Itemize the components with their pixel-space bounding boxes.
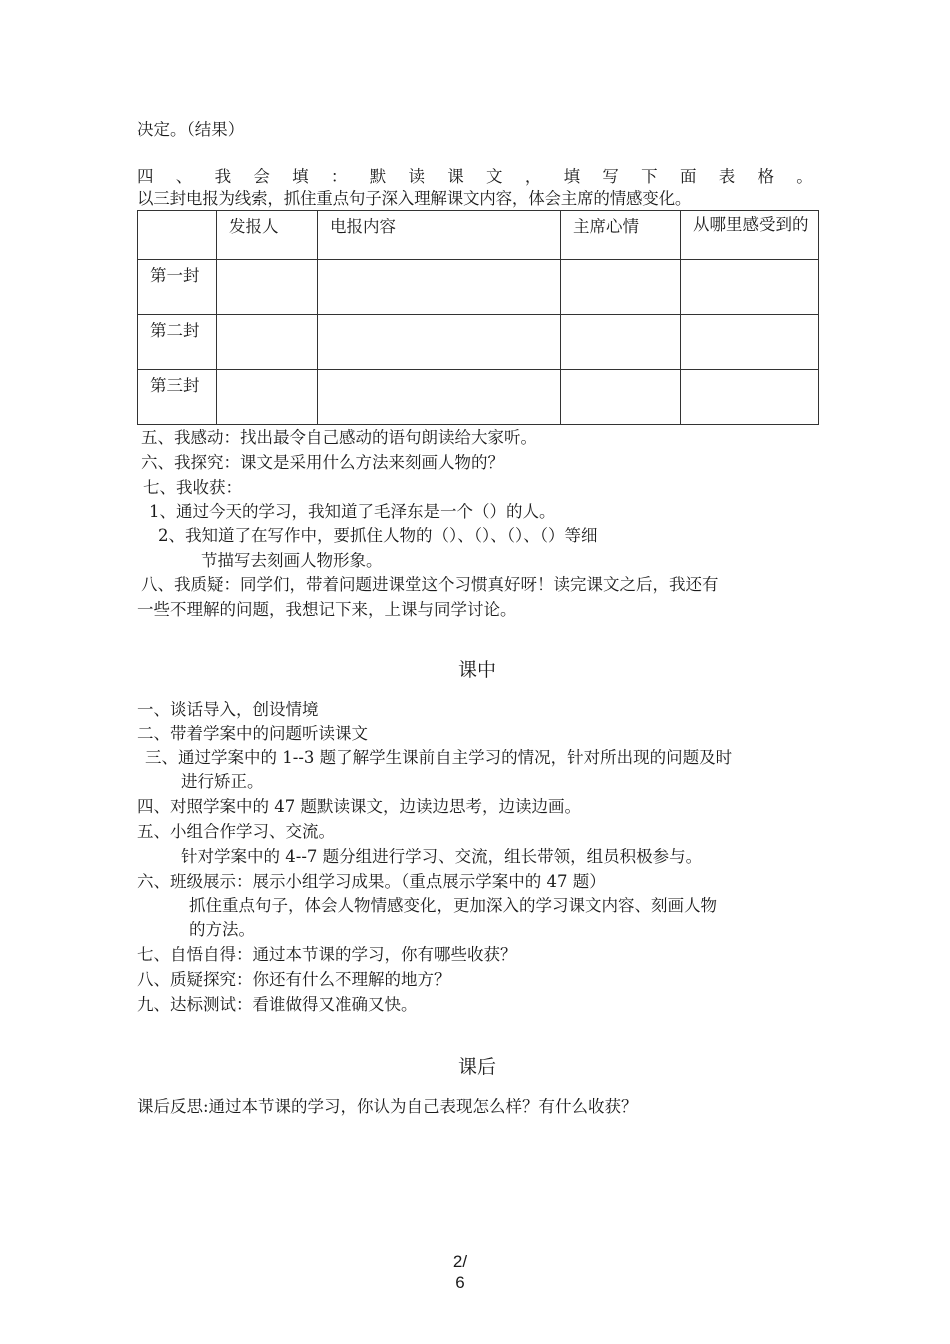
class-item: 八、质疑探究：你还有什么不理解的地方？ [137, 970, 451, 989]
section4-title-char: 写 [602, 167, 619, 186]
table-cell [681, 370, 819, 425]
emotion-table [137, 210, 819, 425]
table-header-cell: 从哪里感受到的 [681, 211, 819, 260]
section4-title-char: ： [330, 167, 348, 186]
section8-line2: 一些不理解的问题，我想记下来，上课与同学讨论。 [137, 600, 517, 619]
table-cell [318, 315, 561, 370]
class-item: 七、自悟自得：通过本节课的学习，你有哪些收获？ [137, 945, 517, 964]
section4-title-char: 读 [408, 167, 425, 186]
after-heading: 课后 [458, 1056, 497, 1078]
table-cell [681, 260, 819, 315]
class-item: 的方法。 [189, 920, 255, 939]
table-cell [561, 260, 681, 315]
section7-item2: 2、我知道了在写作中，要抓住人物的（）、（）、（）、（）等细 [158, 526, 598, 545]
section7-title: 七、我收获： [143, 478, 242, 497]
section4-title-char: 会 [253, 167, 270, 186]
section4-title-char: 填 [292, 167, 309, 186]
section4-title-char: 格 [757, 167, 774, 186]
table-cell [681, 315, 819, 370]
section4-subtitle: 以三封电报为线索，抓住重点句子深入理解课文内容，体会主席的情感变化。 [137, 189, 692, 208]
class-heading: 课中 [458, 659, 497, 681]
section4-title-char: 填 [563, 167, 581, 186]
section5: 五、我感动：找出最令自己感动的语句朗读给大家听。 [141, 428, 537, 447]
section4-title-char: ， [524, 167, 542, 186]
section4-title-char: 默 [369, 167, 387, 186]
table-cell [318, 260, 561, 315]
table-cell [318, 370, 561, 425]
section4-title-char: 表 [718, 167, 736, 186]
section4-title-char: 。 [796, 167, 813, 186]
section7-item1: 1、通过今天的学习，我知道了毛泽东是一个（）的人。 [149, 502, 556, 521]
table-row-label: 第二封 [138, 315, 217, 370]
section4-title-char: 文 [486, 167, 503, 186]
table-header-row [138, 211, 819, 260]
class-item: 进行矫正。 [181, 772, 264, 791]
table-row-label: 第三封 [138, 370, 217, 425]
class-item: 三、通过学案中的 1--3 题了解学生课前自主学习的情况，针对所出现的问题及时 [145, 748, 733, 767]
page-number [440, 1251, 480, 1294]
table-row [138, 370, 819, 425]
section4-title-char: 下 [641, 167, 658, 186]
table-cell [217, 260, 318, 315]
table-row [138, 260, 819, 315]
table-header-cell: 主席心情 [561, 211, 681, 260]
class-item: 针对学案中的 4--7 题分组进行学习、交流，组长带领，组员积极参与。 [181, 847, 703, 866]
page-number-bottom: 6 [455, 1273, 465, 1293]
after-text: 课后反思:通过本节课的学习，你认为自己表现怎么样？有什么收获？ [137, 1097, 638, 1116]
section4-title-char: 、 [175, 167, 193, 186]
page-number-top: 2/ [452, 1252, 468, 1271]
table-cell [217, 315, 318, 370]
intro-tail: 决定。（结果） [137, 120, 245, 139]
table-cell [561, 370, 681, 425]
section6: 六、我探究：课文是采用什么方法来刻画人物的？ [141, 453, 504, 472]
class-item: 二、带着学案中的问题听读课文 [137, 724, 368, 743]
section7-item2-cont: 节描写去刻画人物形象。 [201, 551, 383, 570]
class-item: 九、达标测试：看谁做得又准确又快。 [137, 995, 418, 1014]
table-header-cell: 发报人 [217, 211, 318, 260]
table-cell [561, 315, 681, 370]
section4-title-char: 课 [447, 167, 464, 186]
class-item: 一、谈话导入，创设情境 [137, 700, 319, 719]
section8-line1: 八、我质疑：同学们，带着问题进课堂这个习惯真好呀！读完课文之后，我还有 [141, 575, 719, 594]
section4-title-char: 四 [137, 167, 154, 186]
table-cell [217, 370, 318, 425]
section4-title-char: 面 [679, 167, 697, 186]
table-header-cell [138, 211, 217, 260]
section4-title [137, 167, 813, 187]
section4-title-char: 我 [214, 167, 232, 186]
class-item: 抓住重点句子，体会人物情感变化，更加深入的学习课文内容、刻画人物 [189, 896, 717, 915]
table-row-label: 第一封 [138, 260, 217, 315]
table-header-cell: 电报内容 [318, 211, 561, 260]
class-item: 五、小组合作学习、交流。 [137, 822, 335, 841]
table-row [138, 315, 819, 370]
class-item: 四、对照学案中的 47 题默读课文，边读边思考，边读边画。 [137, 797, 581, 816]
class-item: 六、班级展示：展示小组学习成果。（重点展示学案中的 47 题） [137, 872, 606, 891]
